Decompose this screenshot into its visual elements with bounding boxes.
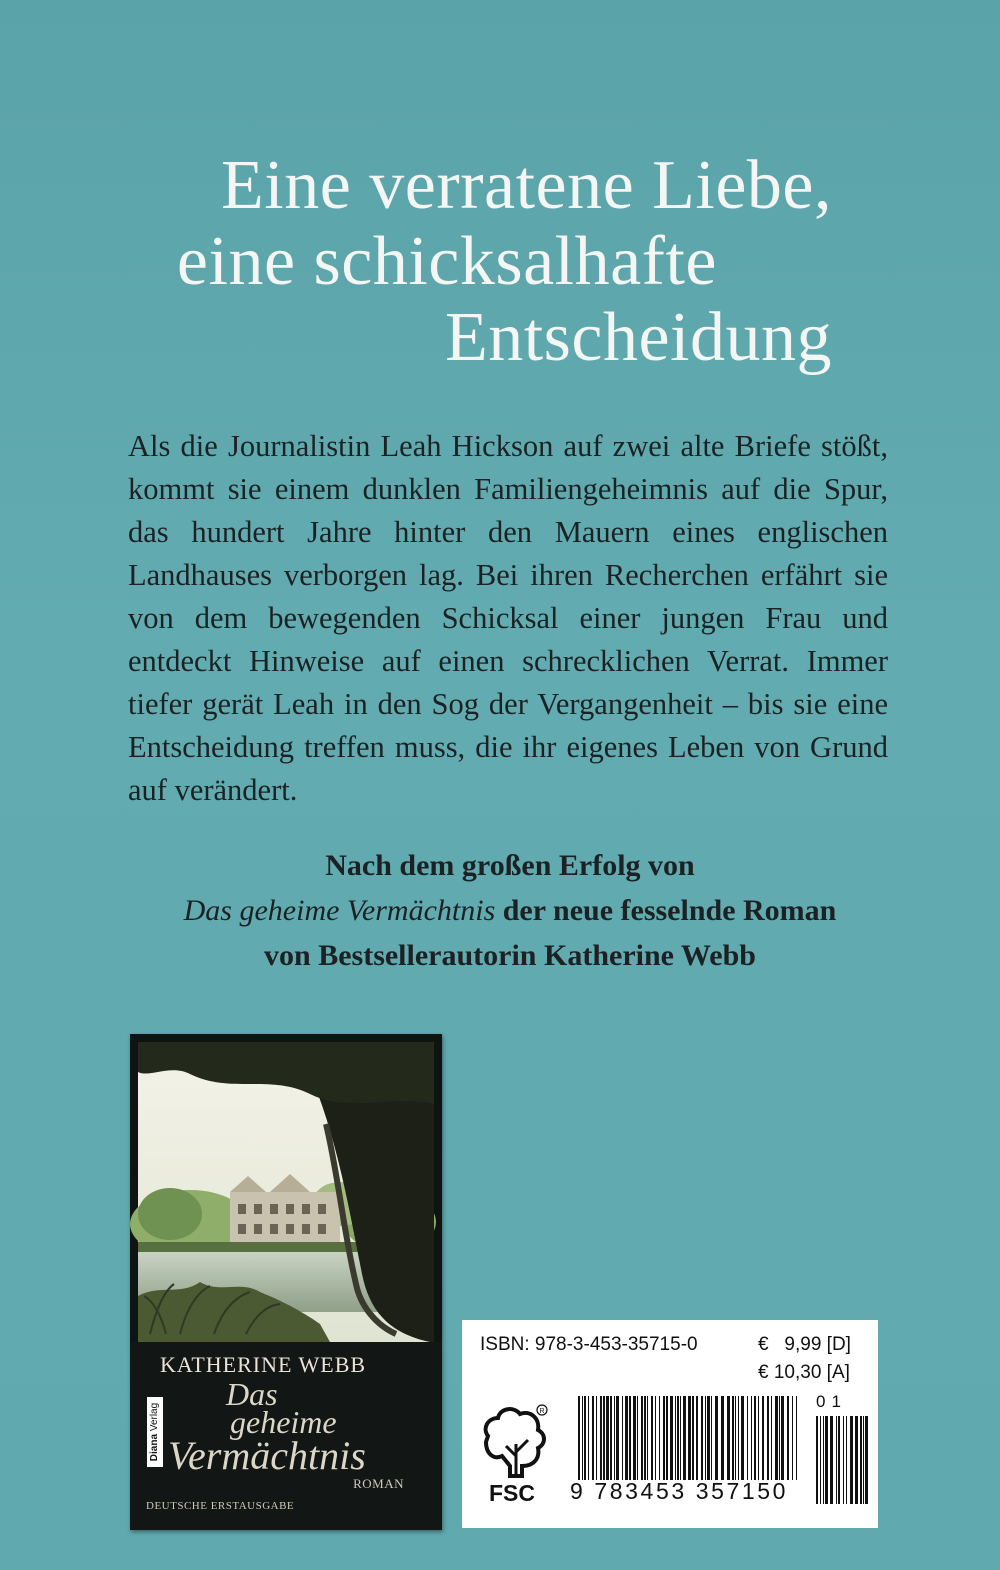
price-austria: € 10,30 [A] [758, 1362, 850, 1383]
barcode-bar [855, 1416, 858, 1504]
barcode-label [462, 1320, 878, 1528]
barcode-bar [754, 1396, 756, 1480]
publisher-name: Diana [149, 1433, 160, 1462]
previous-book-thumbnail [130, 1034, 442, 1530]
barcode-bar [625, 1396, 628, 1480]
addon-digits: 01 [816, 1392, 847, 1411]
barcode-bar [616, 1396, 619, 1480]
barcode-bar [781, 1396, 784, 1480]
blurb [128, 425, 888, 812]
fsc-tree-icon [480, 1404, 550, 1480]
thumbnail-publisher-logo [147, 1397, 163, 1467]
barcode-bar [820, 1416, 821, 1504]
barcode-bar [584, 1396, 586, 1480]
barcode-bar [762, 1396, 764, 1480]
barcode-bar [675, 1396, 676, 1480]
headline-line-2: eine schicksalhafte [176, 223, 717, 300]
barcode-bar [865, 1416, 868, 1504]
barcode-bar [637, 1396, 638, 1480]
barcode-bar [655, 1396, 656, 1480]
barcode-bar [741, 1396, 744, 1480]
barcode-bar [758, 1396, 759, 1480]
barcode-bar [677, 1396, 679, 1480]
thumbnail-title-line-3: Vermächtnis [168, 1433, 366, 1478]
thumbnail-genre: ROMAN [353, 1476, 404, 1491]
barcode-bar [610, 1396, 612, 1480]
barcode-bar [715, 1396, 718, 1480]
barcode-bar [582, 1396, 583, 1480]
barcode-bar [641, 1396, 643, 1480]
thumbnail-title-line-2: geheime [230, 1404, 337, 1440]
barcode-bar [863, 1416, 864, 1504]
barcode-bar [751, 1396, 752, 1480]
barcode-bar [588, 1396, 589, 1480]
barcode-bar [843, 1416, 844, 1504]
barcode-bar [663, 1396, 665, 1480]
barcode-bar [787, 1396, 789, 1480]
barcode-bar [735, 1396, 736, 1480]
ean-barcode [578, 1396, 800, 1480]
barcode-bar [696, 1396, 698, 1480]
barcode-bar [836, 1416, 837, 1504]
tagline-book-title: Das geheime Vermächtnis [183, 894, 496, 927]
isbn-text: ISBN: 978-3-453-35715-0 [480, 1334, 698, 1355]
barcode-bar [688, 1396, 691, 1480]
barcode-bar [825, 1416, 828, 1504]
thumbnail-author: KATHERINE WEBB [160, 1352, 367, 1377]
publisher-suffix: Verlag [149, 1402, 160, 1434]
barcode-bar [707, 1396, 710, 1480]
tagline-line-1: Nach dem großen Erfolg von [325, 849, 695, 882]
svg-text:R: R [539, 1408, 545, 1415]
barcode-bar [651, 1396, 653, 1480]
barcode-bar [683, 1396, 686, 1480]
barcode-bar [633, 1396, 636, 1480]
barcode-bar [606, 1396, 609, 1480]
tagline [100, 843, 920, 978]
barcode-bar [680, 1396, 681, 1480]
tagline-line-3: von Bestsellerautorin Katherine Webb [264, 939, 756, 972]
barcode-bar [732, 1396, 734, 1480]
barcode-bar [659, 1396, 660, 1480]
barcode-bar [771, 1396, 772, 1480]
blurb-text: Als die Journalistin Leah Hickson auf zwei alte Briefe stößt, kommt sie einem dunklen Familiengeheimnis auf die Spur, das hundert Jahre hinter den Mauern eines englischen Landhauses verborgen lag. Bei ihren Recherchen erfährt sie von dem bewegenden Schicksal einer jungen Frau und entdeckt Hinweise auf einen schrecklichen Verrat. Immer tiefer gerät Leah in den Sog der Vergangenheit – bis sie eine Entscheidung treffen muss, die ihr eigenes Leben von Grund auf verändert. [128, 429, 888, 807]
barcode-bar [860, 1416, 862, 1504]
barcode-bar [647, 1396, 648, 1480]
barcode-bar [603, 1396, 605, 1480]
tagline-line-2-rest: der neue fesselnde Roman [495, 894, 837, 927]
barcode-bar [622, 1396, 623, 1480]
ean-digits: 9 783453 357150 [570, 1478, 789, 1504]
barcode-bar [670, 1396, 673, 1480]
barcode-bar [767, 1396, 769, 1480]
barcode-bar [721, 1396, 724, 1480]
barcode-bar [596, 1396, 597, 1480]
barcode-bar [629, 1396, 631, 1480]
headline-line-1: Eine verratene Liebe, [221, 147, 832, 224]
tagline-line-2 [100, 888, 920, 933]
barcode-bar [614, 1396, 615, 1480]
thumbnail-edition: DEUTSCHE ERSTAUSGABE [146, 1500, 295, 1512]
price-germany: € 9,99 [D] [758, 1334, 851, 1355]
barcode-bar [727, 1396, 730, 1480]
barcode-bar [692, 1396, 694, 1480]
barcode-bar [738, 1396, 739, 1480]
barcode-bar [705, 1396, 706, 1480]
barcode-bar [838, 1416, 840, 1504]
barcode-bar [792, 1396, 793, 1480]
headline-line-3: Entscheidung [444, 299, 832, 376]
barcode-bar [830, 1416, 833, 1504]
headline [177, 148, 832, 376]
barcode-bar [747, 1396, 748, 1480]
barcode-bar [823, 1416, 824, 1504]
barcode-bar [592, 1396, 594, 1480]
barcode-bar [816, 1416, 818, 1504]
barcode-bar [578, 1396, 580, 1480]
barcode-bar [779, 1396, 780, 1480]
barcode-bar [600, 1396, 602, 1480]
barcode-bar [850, 1416, 853, 1504]
barcode-bar [701, 1396, 703, 1480]
thumbnail-title-line-1: Das [226, 1376, 278, 1412]
barcode-bar [846, 1416, 847, 1504]
barcode-bar [796, 1396, 797, 1480]
barcode-bar [666, 1396, 668, 1480]
barcode-bar [775, 1396, 778, 1480]
fsc-label: FSC [489, 1480, 535, 1506]
barcode-bar [644, 1396, 646, 1480]
barcode-bar [711, 1396, 712, 1480]
addon-barcode [816, 1416, 868, 1504]
